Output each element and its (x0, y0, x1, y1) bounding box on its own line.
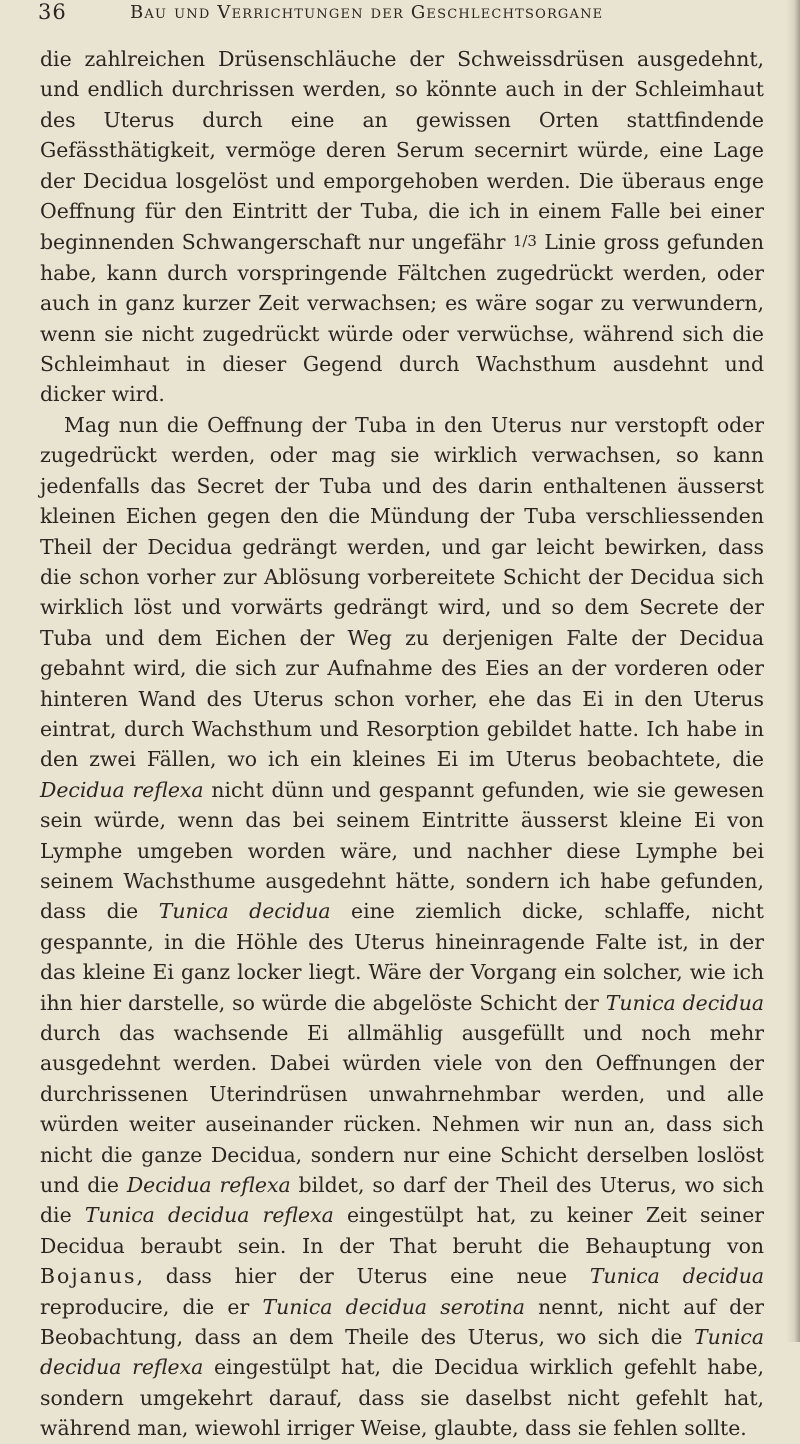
running-title: Bau und Verrichtungen der Geschlechtsorgane (130, 2, 604, 23)
italic-term: Decidua reflexa (40, 777, 204, 802)
text-run: die zahlreichen Drüsenschläuche der Schweissdrüsen ausgedehnt, und endlich durchrissen werden, so könnte auch in der Schleimhaut des Uterus durch eine an gewissen Orten stattfindende Gefässthätigkeit, vermöge deren Serum secernirt würde, eine Lage der Decidua losgelöst und emporgehoben werden. Die überaus enge Oeffnung für den Eintritt der Tuba, die ich in einem Falle bei einer beginnenden Schwangerschaft nur ungefähr (40, 47, 764, 255)
text-run: eingestülpt hat, zu keiner Zeit seiner Decidua beraubt sein. In der That beruht die Behauptung von (40, 1203, 765, 1258)
page-header (38, 0, 758, 30)
text-run: bildet, so darf der Theil des Uterus, wo sich die (40, 1173, 764, 1228)
italic-term: Tunica decidua (158, 899, 331, 924)
text-run: durch das wachsende Ei allmählig ausgefüllt und noch mehr ausgedehnt werden. Dabei würden viele von den Oeffnungen der durchrissenen Uterindrüsen unwahrnehmbar werden, und alle würden weiter auseinander rücken. Nehmen wir nun an, dass sich nicht die ganze Decidua, sondern nur eine Schicht derselben loslöst und die (40, 1021, 764, 1198)
author-name: Bojanus (40, 1264, 137, 1289)
italic-term: Tunica decidua reflexa (84, 1203, 334, 1228)
italic-term: Tunica decidua (605, 990, 764, 1015)
text-run: reproducire, die er (40, 1294, 263, 1319)
text-run: , dass hier der Uterus eine neue (136, 1264, 590, 1289)
italic-term: Decidua reflexa (126, 1173, 291, 1198)
text-run: Mag nun die Oeffnung der Tuba in den Uterus nur verstopft oder zugedrückt werden, oder mag sie wirklich verwachsen, so kann jedenfalls das Secret der Tuba und des darin enthaltenen äusserst kleinen Eichen gegen den die Mündung der Tuba verschliessenden Theil der Decidua gedrängt werden, und gar leicht bewirken, dass die schon vorher zur Ablösung vorbereitete Schicht der Decidua sich wirklich löst und vorwärts gedrängt wird, und so dem Secrete der Tuba und dem Eichen der Weg zu derjenigen Falte der Decidua gebahnt wird, die sich zur Aufnahme des Eies an der vorderen oder hinteren Wand des Uterus schon vorher, ehe das Ei in den Uterus eintrat, durch Wachsthum und Resorption gebildet hatte. Ich habe in den zwei Fällen, wo ich ein kleines Ei im Uterus beobachtete, die (40, 412, 764, 772)
italic-term: Tunica decidua (589, 1264, 764, 1289)
text-run: Linie gross gefunden habe, kann durch vorspringende Fältchen zugedrückt werden, oder auch in ganz kurzer Zeit verwachsen; es wäre sogar zu verwundern, wenn sie nicht zugedrückt würde oder verwüchse, während sich die Schleimhaut in dieser Gegend durch Wachsthum ausdehnt und dicker wird. (40, 230, 764, 407)
paragraph (40, 410, 764, 1444)
italic-term: Tunica decidua serotina (262, 1294, 525, 1319)
paragraph (40, 44, 764, 410)
body-text (40, 44, 764, 1444)
italic-term: Tunica decidua reflexa (40, 1325, 764, 1380)
fraction: 1/3 (512, 232, 537, 251)
page-number: 36 (38, 0, 67, 24)
text-run: eine ziemlich dicke, schlaffe, nicht gespannte, in die Höhle des Uterus hineinragende Falte ist, in der das kleine Ei ganz locker liegt. Wäre der Vorgang ein solcher, wie ich ihn hier darstelle, so würde die abgelöste Schicht der (40, 899, 764, 1015)
text-run: eingestülpt hat, die Decidua wirklich gefehlt habe, sondern umgekehrt darauf, dass sie daselbst nicht gefehlt hat, während man, wiewohl irriger Weise, glaubte, dass sie fehlen sollte. (40, 1355, 764, 1441)
text-run: nicht dünn und gespannt gefunden, wie sie gewesen sein würde, wenn das bei seinem Eintritte äusserst kleine Ei von Lymphe umgeben worden wäre, und nachher diese Lymphe bei seinem Wachsthume ausgedehnt hätte, sondern ich habe gefunden, dass die (40, 777, 764, 924)
text-run: nennt, nicht auf der Beobachtung, dass an dem Theile des Uterus, wo sich die (40, 1294, 765, 1350)
page-edge-shadow (786, 0, 800, 1342)
